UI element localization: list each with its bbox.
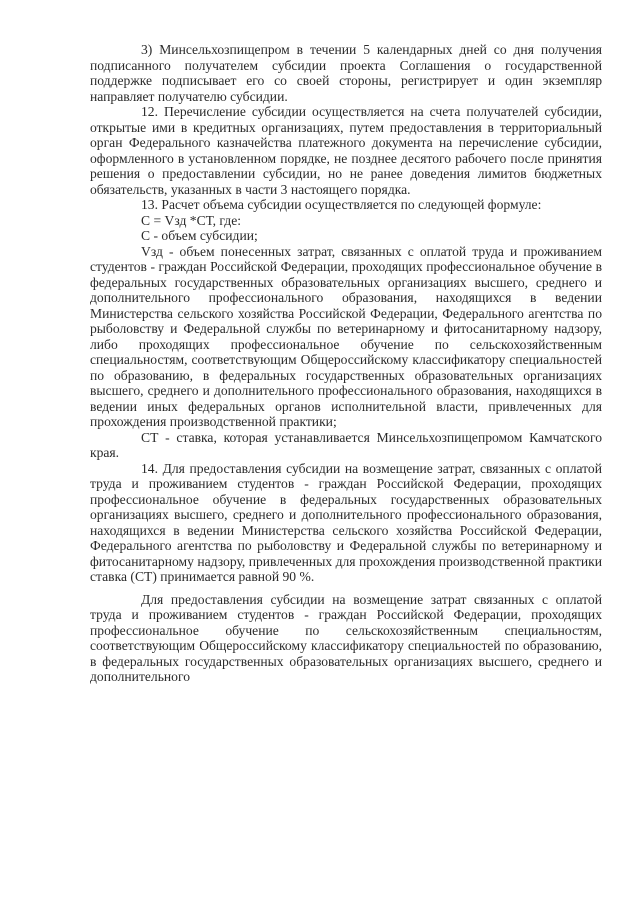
formula-line: С = Vзд *СТ, где:	[141, 212, 242, 228]
paragraph-rate-condition: Для предоставления субсидии на возмещение затрат связанных с оплатой труда и проживанием студентов - граждан Российской Федерации, проходящих профессиональное обучение по сельскохозяйственным специальностям, соответствующим Общероссийскому классификатору специальностей по образованию, в федеральных государственных образовательных организациях высшего, среднего и дополнительного	[90, 591, 602, 684]
formula-definition-st: СТ - ставка, которая устанавливается Минсельхозпищепромом Камчатского края.	[90, 429, 602, 460]
paragraph-section-13: 13. Расчет объема субсидии осуществляется по следующей формуле:	[141, 197, 542, 212]
document-body	[90, 42, 602, 685]
paragraph-item-3: 3) Минсельхозпищепром в течении 5 календарных дней со дня получения подписанного получателем субсидии проекта Соглашения о государственной поддержке подписывает его со своей стороны, регистрирует и один экземпляр направляет получателю субсидии.	[90, 42, 602, 104]
formula-definition-c: С - объем субсидии;	[141, 228, 258, 243]
paragraph-section-14: 14. Для предоставления субсидии на возмещение затрат, связанных с оплатой труда и проживанием студентов - граждан Российской Федерации, проходящих профессиональное обучение в федеральных государственных образовательных организациях высшего, среднего и дополнительного профессионального образования, находящихся в ведении Министерства сельского хозяйства Российской Федерации, Федерального агентства по рыболовству и Федеральной службы по ветеринарному и фитосанитарному надзору, привлеченных для прохождения производственной практики ставка (СТ) принимается равной 90 %.	[90, 460, 602, 584]
formula-definition-vzd: Vзд - объем понесенных затрат, связанных с оплатой труда и проживанием студентов - граждан Российской Федерации, проходящих профессиональное обучение в федеральных государственных образовательных организациях высшего, среднего и дополнительного профессионального образования, находящихся в ведении Министерства сельского хозяйства Российской Федерации, Федерального агентства по рыболовству и Федеральной службы по ветеринарному и фитосанитарному надзору, либо проходящих профессиональное обучение по сельскохозяйственным специальностям, соответствующим Общероссийскому классификатору специальностей по образованию, в федеральных государственных образовательных организациях высшего, среднего и дополнительного профессионального образования, находящихся в ведении иных федеральных органов исполнительной власти, привлеченных для прохождения производственной практики;	[90, 243, 602, 429]
paragraph-section-12: 12. Перечисление субсидии осуществляется на счета получателей субсидии, открытые ими в кредитных организациях, путем предоставления в территориальный орган Федерального казначейства платежного документа на перечисление субсидии, оформленного в установленном порядке, не позднее десятого рабочего после принятия решения о предоставлении субсидии, но не ранее доведения лимитов бюджетных обязательств, указанных в части 3 настоящего порядка.	[90, 104, 602, 197]
